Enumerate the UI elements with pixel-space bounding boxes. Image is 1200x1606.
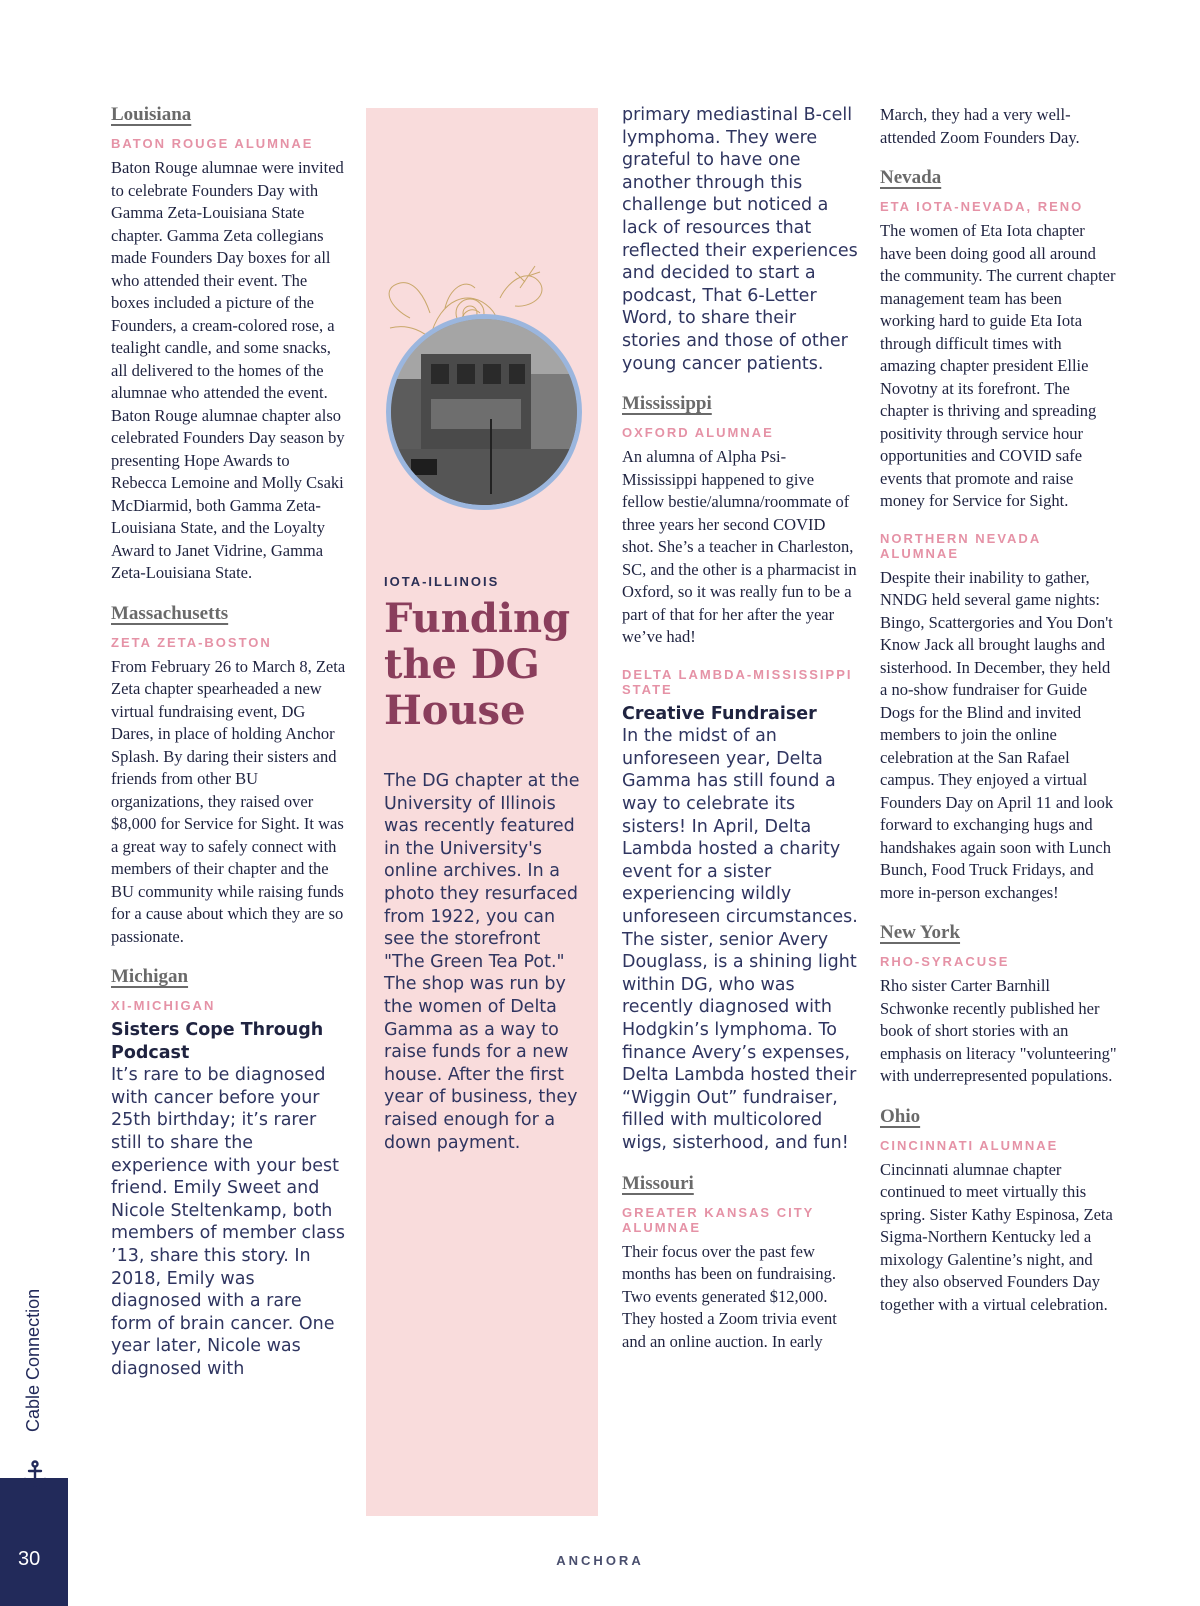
state-heading: Massachusetts [111, 602, 229, 624]
page-number: 30 [18, 1548, 41, 1570]
chapter-heading: DELTA LAMBDA-MISSISSIPPI STATE [622, 666, 853, 697]
section-label-text: Cable Connection [23, 1288, 43, 1432]
article-text: The women of Eta Iota chapter have been doing good all around the community. The current chapter management team has been working hard to guide Eta Iota through difficult times with amazing chapter president Ellie Novotny at its forefront. The chapter is thriving and spreading positivity through service hour opportunities and COVID safe events that promote and raise money for Service for Sight. [880, 221, 1116, 510]
state-heading: Nevada [880, 167, 942, 188]
chapter-heading: BATON ROUGE ALUMNAE [111, 136, 314, 151]
chapter-heading: GREATER KANSAS CITY ALUMNAE [622, 1204, 815, 1235]
chapter-heading: XI-MICHIGAN [111, 998, 216, 1013]
chapter-heading: CINCINNATI ALUMNAE [880, 1137, 1059, 1153]
state-heading: Michigan [111, 966, 189, 987]
chapter-heading: OXFORD ALUMNAE [622, 425, 774, 441]
historic-storefront-photo [386, 314, 582, 510]
column-1 [111, 104, 347, 1399]
state-heading: Louisiana [111, 104, 192, 125]
article-text: Their focus over the past few months has been on fundraising. Two events generated $12,000. They hosted a Zoom trivia event and an online auction. In early [622, 1241, 837, 1351]
magazine-name: ANCHORA [556, 1553, 644, 1568]
sidebar-feature [366, 108, 598, 1516]
chapter-heading: RHO-SYRACUSE [880, 954, 1010, 969]
storefront-illustration [391, 319, 577, 505]
sidebar-chapter-heading: IOTA-ILLINOIS [384, 574, 500, 589]
article-subhead: Creative Fundraiser [622, 703, 817, 724]
article-text: primary mediastinal B-cell lymphoma. They were grateful to have one another through this challenge but noticed a lack of resources that reflected their experiences and decided to start a podcast, That 6-Letter Word, to share their stories and those of other young cancer patients. [622, 105, 858, 374]
chapter-heading: ZETA ZETA-BOSTON [111, 634, 272, 650]
article-text: Cincinnati alumnae chapter continued to meet virtually this spring. Sister Kathy Espinosa, Zeta Sigma-Northern Kentucky led a mixology Galentine’s night, and they also observed Founders Day together with a virtual celebration. [880, 1159, 1113, 1314]
state-heading: Missouri [622, 1172, 694, 1194]
state-heading: Ohio [880, 1105, 921, 1127]
state-heading: Mississippi [622, 393, 712, 415]
sidebar-text: The DG chapter at the University of Illinois was recently featured in the University's online archives. In a photo they resurfaced from 1922, you can see the storefront "The Green Tea Pot." The shop was run by the women of Delta Gamma as a way to raise funds for a new house. After the first year of business, they raised enough for a down payment. [384, 771, 580, 1153]
column-3 [622, 104, 858, 1371]
state-heading: New York [880, 922, 961, 943]
chapter-heading: NORTHERN NEVADA ALUMNAE [880, 530, 1041, 561]
article-text: March, they had a very well-attended Zoom Founders Day. [880, 105, 1080, 147]
sidebar-title: Funding the DG House [384, 595, 571, 734]
article-text: From February 26 to March 8, Zeta Zeta chapter spearheaded a new virtual fundraising event, DG Dares, in place of holding Anchor Splash. By daring their sisters and friends from other BU organizations, they raised over $8,000 for Service for Sight. It was a great way to safely connect with members of their chapter and the BU community while raising funds for a cause about which they are so passionate. [111, 656, 346, 946]
article-subhead: Sisters Cope Through Podcast [111, 1020, 324, 1063]
column-4 [880, 104, 1120, 1334]
article-text: Baton Rouge alumnae were invited to celebrate Founders Day with Gamma Zeta-Louisiana State chapter. Gamma Zeta collegians made Founders Day boxes for all who attended their event. The boxes included a picture of the Founders, a cream-colored rose, a tealight candle, and some snacks, all delivered to the homes of the alumnae who attended the event. Baton Rouge alumnae chapter also celebrated Founders Day season by presenting Hope Awards to Rebecca Lemoine and Molly Csaki McDiarmid, both Gamma Zeta-Louisiana State, and the Loyalty Award to Janet Vidrine, Gamma Zeta-Louisiana State. [111, 158, 345, 582]
article-text: In the midst of an unforeseen year, Delta Gamma has still found a way to celebrate its sisters! In April, Delta Lambda hosted a charity event for a sister experiencing wildly unforeseen circumstances. The sister, senior Avery Douglass, is a shining light within DG, who was recently diagnosed with Hodgkin’s lymphoma. To finance Avery’s expenses, Delta Lambda hosted their “Wiggin Out” fundraiser, filled with multicolored wigs, sisterhood, and fun! [622, 726, 858, 1153]
chapter-heading: ETA IOTA-NEVADA, RENO [880, 199, 1084, 214]
page-number-tab [0, 1478, 68, 1606]
sidebar-photo-group [370, 258, 586, 508]
anchor-icon [22, 1460, 48, 1490]
article-text: An alumna of Alpha Psi-Mississippi happened to give fellow bestie/alumna/roommate of three years her second COVID shot. She’s a teacher in Charleston, SC, and the other is a pharmacist in Oxford, so it was really fun to be a part of that for her after the year we’ve had! [622, 447, 857, 647]
article-text: Despite their inability to gather, NNDG held several game nights: Bingo, Scattergories and You Don't Know Jack all brought laughs and sisterhood. In December, they held a no-show fundraiser for Guide Dogs for the Blind and invited members to join the online celebration at the San Rafael campus. They enjoyed a virtual Founders Day on April 11 and look forward to exchanging hugs and handshakes again soon with Lunch Bunch, Food Truck Fridays, and more in-person exchanges! [880, 567, 1114, 902]
article-text: It’s rare to be diagnosed with cancer before your 25th birthday; it’s rarer still to share the experience with your best friend. Emily Sweet and Nicole Steltenkamp, both members of member class ’13, share this story. In 2018, Emily was diagnosed with a rare form of brain cancer. One year later, Nicole was diagnosed with [111, 1065, 345, 1379]
article-text: Rho sister Carter Barnhill Schwonke recently published her book of short stories with an emphasis on literacy "volunteering" with underrepresented populations. [880, 976, 1117, 1085]
